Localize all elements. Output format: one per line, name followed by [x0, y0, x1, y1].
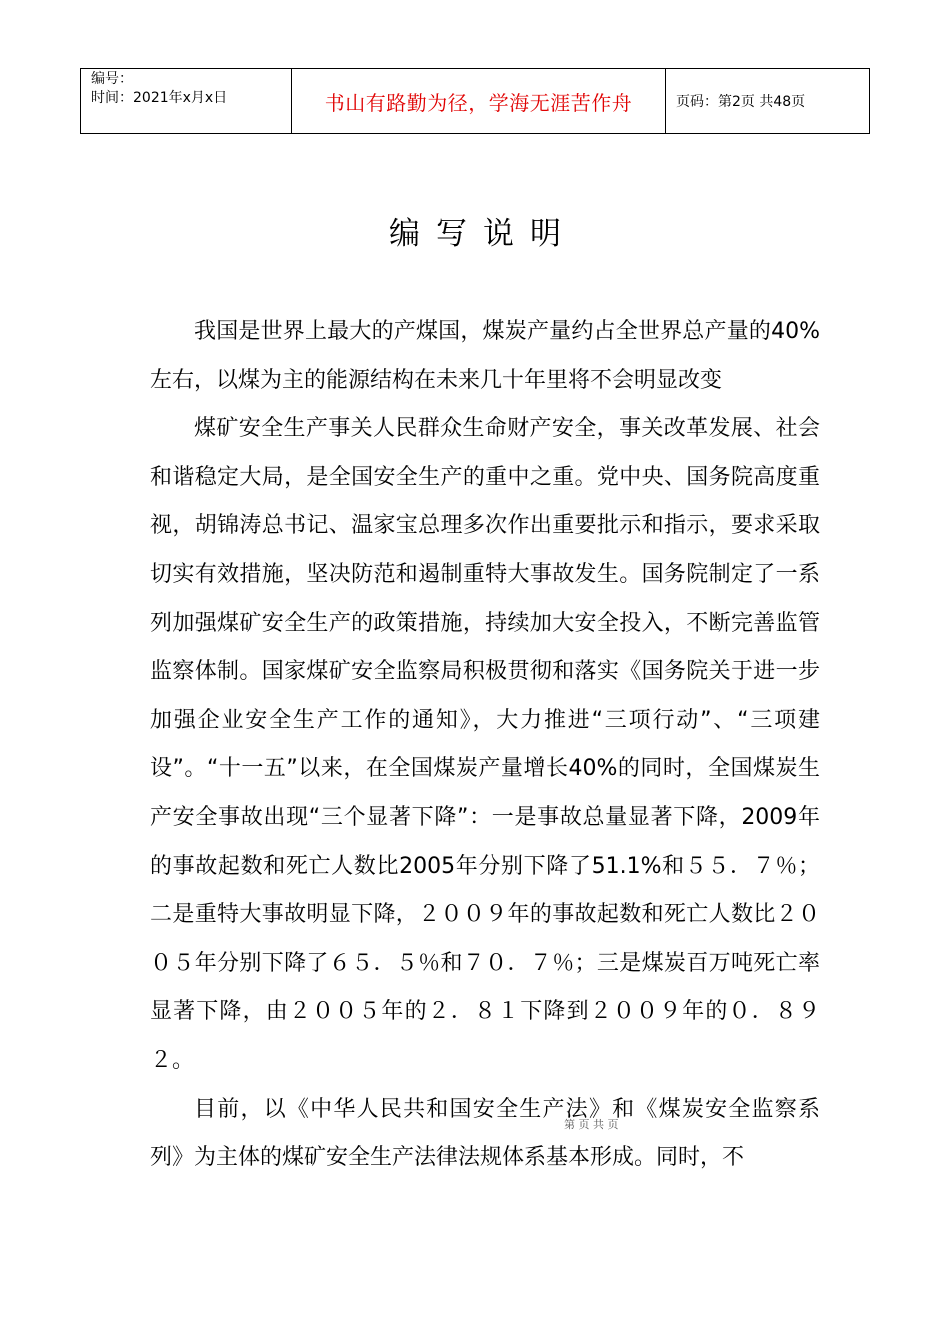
paragraph: 煤矿安全生产事关人民群众生命财产安全，事关改革发展、社会和谐稳定大局，是全国安全生产的重中之重。党中央、国务院高度重视，胡锦涛总书记、温家宝总理多次作出重要批示和指示，要求采取切实有效措施，坚决防范和遏制重特大事故发生。国务院制定了一系列加强煤矿安全生产的政策措施，持续加大安全投入，不断完善监管监察体制。国家煤矿安全监察局积极贯彻和落实《国务院关于进一步加强企业安全生产工作的通知》，大力推进“三项行动”、“三项建设”。“十一五”以来，在全国煤炭产量增长40%的同时，全国煤炭生产安全事故出现“三个显著下降”：一是事故总量显著下降，2009年的事故起数和死亡人数比2005年分别下降了51.1%和５５．７％；二是重特大事故明显下降，２００９年的事故起数和死亡人数比２００５年分别下降了６５．５％和７０．７％；三是煤炭百万吨死亡率显著下降，由２００５年的２．８１下降到２００９年的０．８９２。 — [150, 416, 820, 1073]
document-body — [150, 308, 820, 1183]
header-page-info: 页码：第2页 共48页 — [666, 69, 870, 134]
document-number-label: 编号： — [91, 71, 133, 87]
header-motto: 书山有路勤为径，学海无涯苦作舟 — [292, 69, 666, 134]
header-info-cell — [81, 69, 292, 134]
paragraph: 目前，以《中华人民共和国安全生产法》和《煤炭安全监察系列》为主体的煤矿安全生产法律法规体系基本形成。同时，不 — [150, 1096, 820, 1171]
header-table — [80, 68, 870, 134]
document-time-label: 时间：2021年x月x日 — [91, 90, 228, 106]
page-footer-note: 第 页 共 页 — [564, 1118, 619, 1131]
paragraph: 我国是世界上最大的产煤国，煤炭产量约占全世界总产量的40%左右，以煤为主的能源结构在未来几十年里将不会明显改变 — [150, 319, 820, 393]
document-title: 编写说明 — [389, 216, 577, 252]
